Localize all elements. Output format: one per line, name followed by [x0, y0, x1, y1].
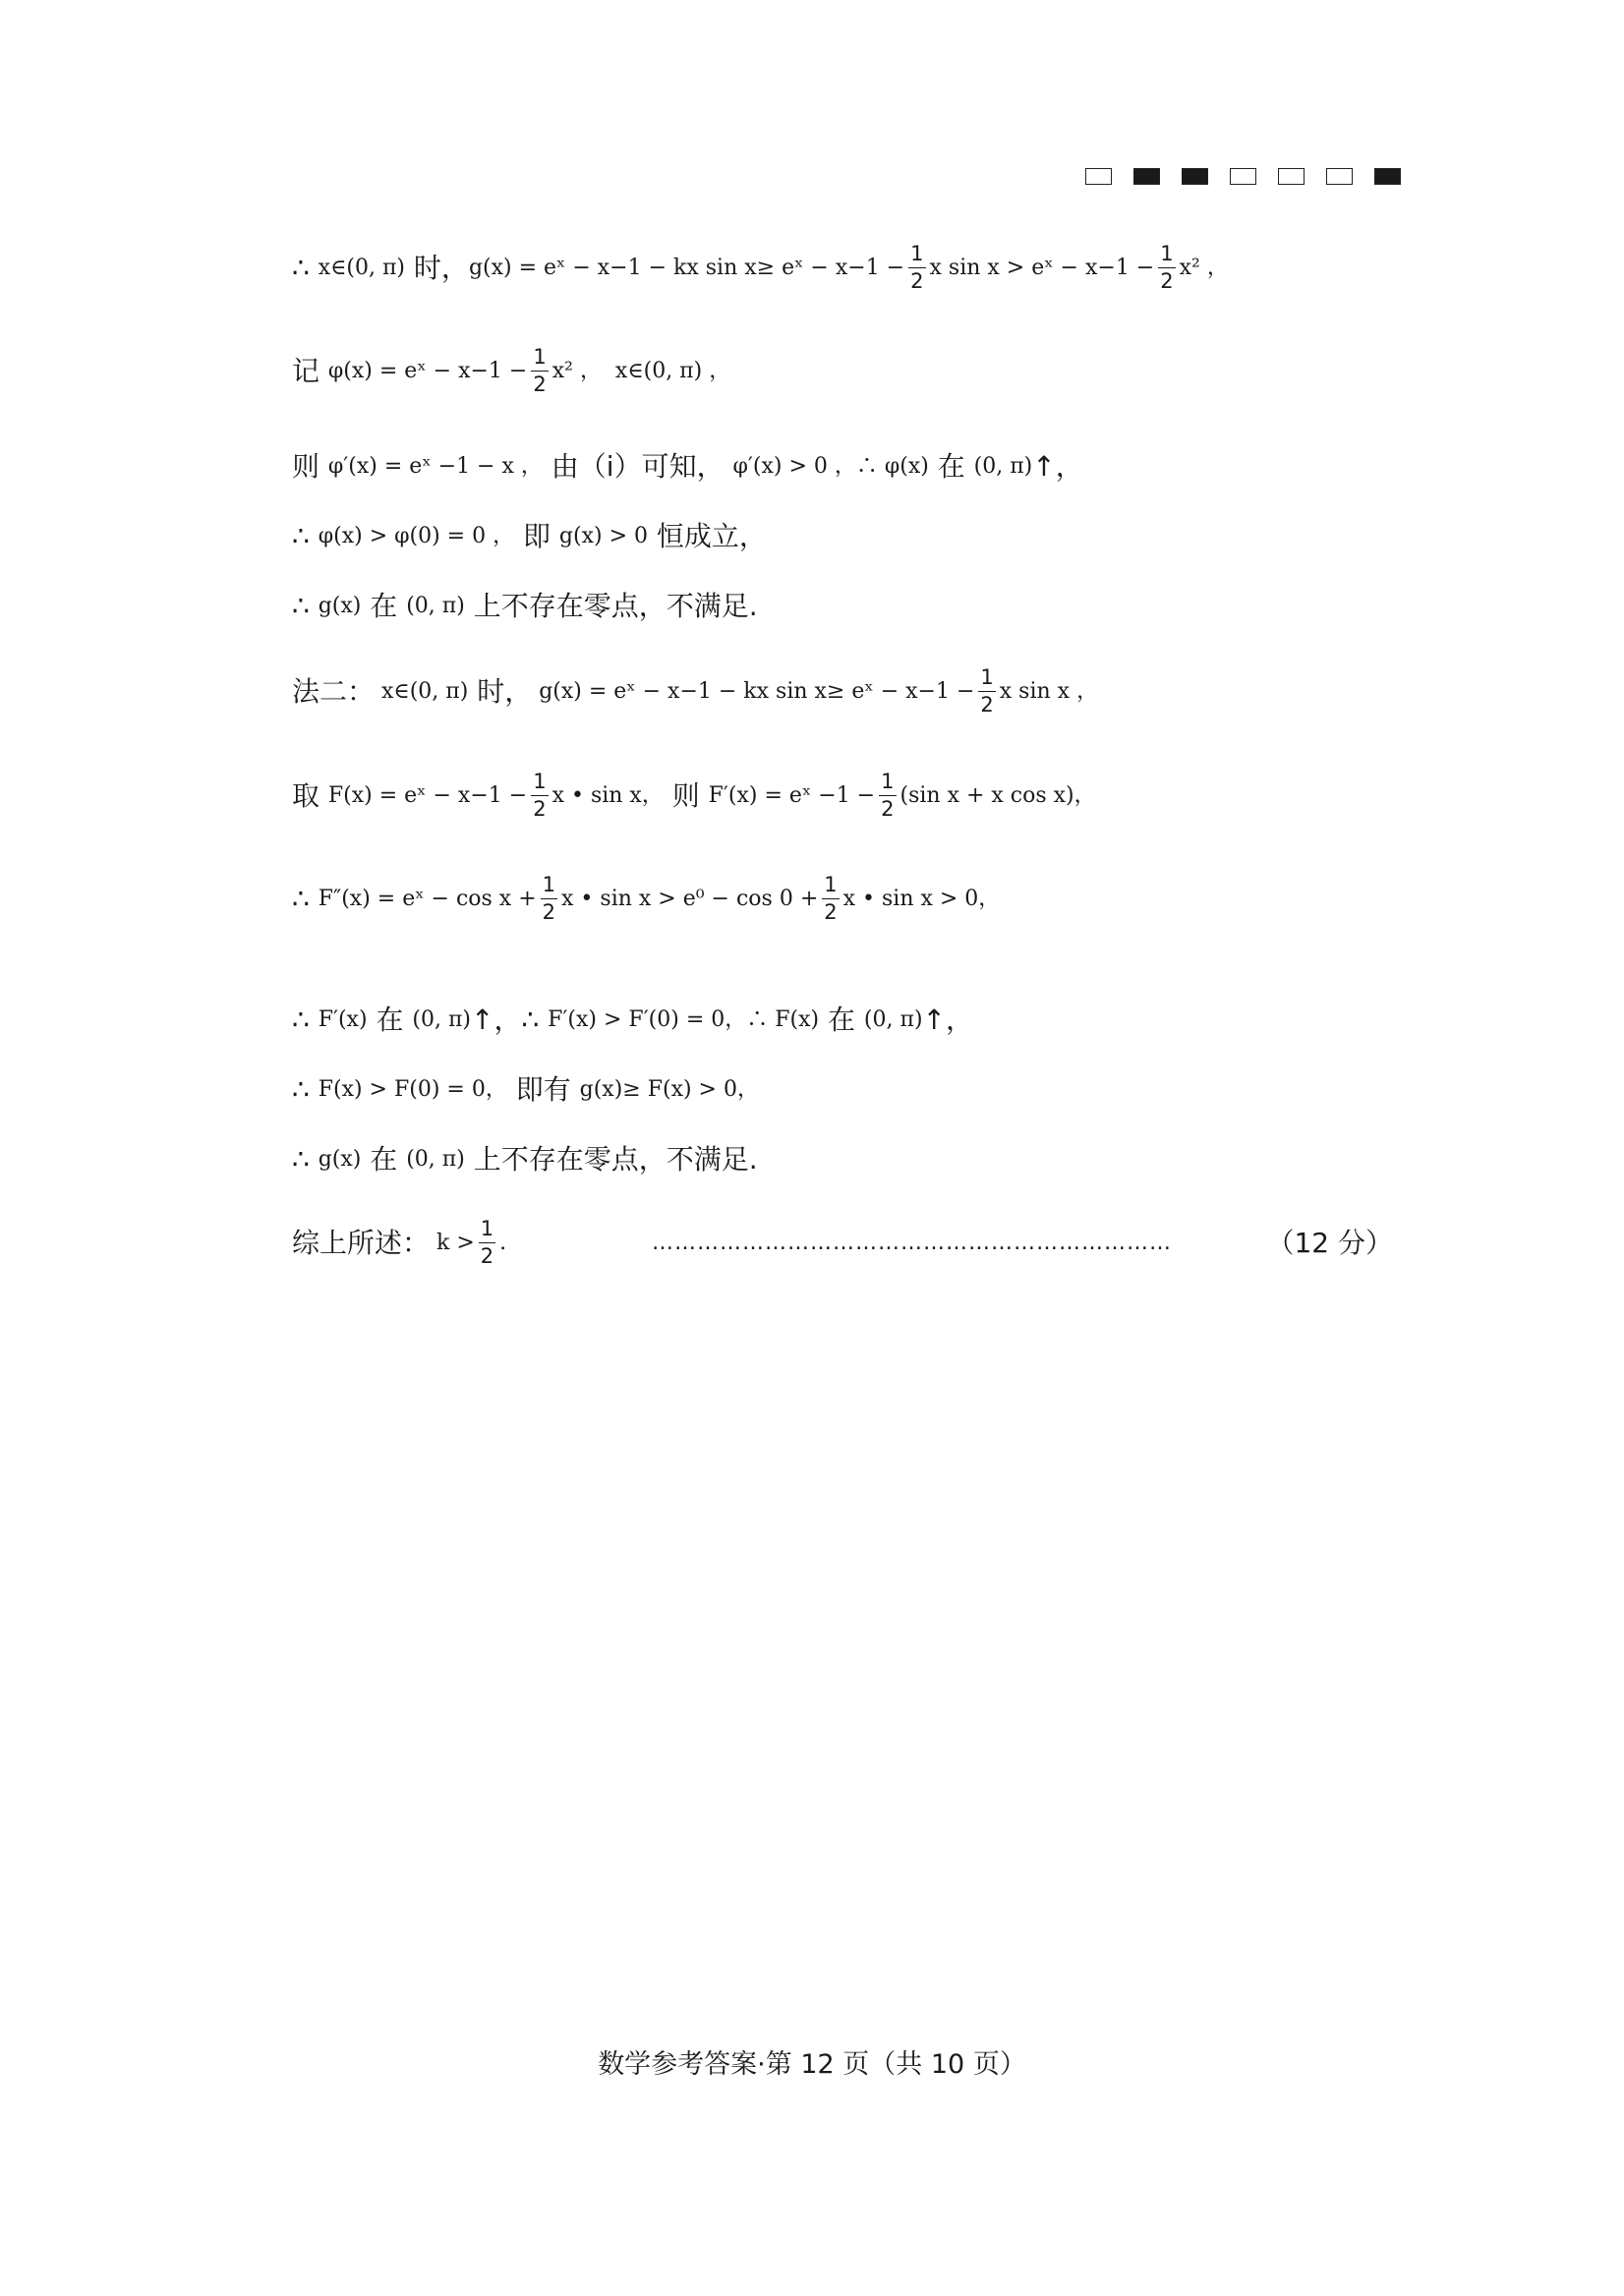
text-segment: 在: [928, 450, 974, 483]
fraction: [879, 772, 896, 820]
math-expression: φ(x) = eˣ − x−1 −: [327, 358, 528, 383]
therefore-symbol: ∴: [292, 1073, 319, 1106]
math-expression: x • sin x，: [551, 782, 664, 808]
therefore-symbol: ∴: [292, 882, 319, 915]
registration-mark-4: [1230, 168, 1256, 185]
score-label: （12 分）: [1266, 1226, 1393, 1259]
fraction: [908, 244, 925, 292]
fraction-numerator: 1: [908, 244, 925, 268]
math-expression: F′(x) = eˣ −1 −: [708, 782, 876, 808]
solution-line-7: [292, 772, 1096, 820]
solution-line-10: [292, 1073, 759, 1106]
registration-mark-6: [1326, 168, 1353, 185]
text-segment: 上不存在零点，不满足.: [464, 590, 758, 622]
math-expression: x sin x ，: [999, 678, 1099, 704]
math-expression: (0, π): [863, 1007, 923, 1032]
therefore-symbol: ∴: [292, 251, 319, 284]
fraction: [1158, 244, 1175, 292]
fraction-denominator: 2: [824, 900, 838, 924]
therefore-symbol: ∴: [292, 590, 319, 622]
solution-line-9: [292, 1006, 973, 1034]
math-expression: x • sin x > e⁰ − cos 0 +: [561, 886, 819, 911]
math-expression: g(x): [318, 594, 362, 618]
text-segment: 即: [514, 520, 559, 552]
math-expression: F′(x): [318, 1007, 368, 1032]
fraction-denominator: 2: [881, 797, 895, 821]
fraction-denominator: 2: [910, 269, 924, 293]
fraction-numerator: 1: [879, 772, 896, 796]
text-segment: 则: [663, 778, 709, 812]
registration-mark-1: [1085, 168, 1112, 185]
leader-dots: ……………………………………………………………: [652, 1230, 1172, 1255]
text-segment: 上不存在零点，不满足.: [464, 1143, 758, 1176]
registration-mark-3: [1182, 168, 1208, 185]
solution-line-3: [292, 450, 1083, 483]
fraction: [479, 1219, 495, 1267]
fraction-numerator: 1: [531, 347, 548, 372]
fraction-denominator: 2: [980, 693, 994, 717]
registration-mark-2: [1133, 168, 1160, 185]
fraction-denominator: 2: [542, 900, 556, 924]
solution-line-6: [292, 667, 1098, 716]
increasing-arrow: ↑，: [922, 1004, 973, 1036]
math-expression: (sin x + x cos x)，: [899, 782, 1096, 808]
text-segment: 记: [292, 354, 328, 387]
fraction: [541, 875, 557, 923]
text-segment: 即有: [506, 1073, 580, 1106]
solution-line-8: [292, 875, 1000, 923]
fraction-numerator: 1: [479, 1219, 495, 1243]
text-segment: 时，: [405, 251, 469, 284]
therefore-symbol: ∴: [292, 1004, 319, 1036]
solution-line-11: [292, 1143, 758, 1176]
method-two-label: 法二：: [292, 674, 376, 708]
page-footer: 数学参考答案·第 12 页（共 10 页）: [598, 2049, 1026, 2080]
solution-line-4: [292, 520, 767, 552]
solution-line-5: [292, 590, 758, 622]
math-expression: x sin x > eˣ − x−1 −: [929, 255, 1155, 280]
math-expression: g(x) = eˣ − x−1 − kx sin x≥ eˣ − x−1 −: [532, 678, 975, 704]
text-segment: 由（i）可知，: [542, 450, 733, 483]
text-segment: 在: [361, 1143, 407, 1176]
math-expression: x∈(0, π): [318, 255, 406, 280]
text-segment: 则: [292, 450, 328, 483]
math-expression: g(x): [318, 1147, 362, 1172]
text-segment: 在: [819, 1004, 864, 1036]
math-expression: x² ， x∈(0, π) ，: [551, 358, 731, 383]
solution-line-12: [292, 1219, 1393, 1267]
math-expression: F′(x) > F′(0) = 0，∴ F(x): [548, 1007, 820, 1032]
math-expression: (0, π): [406, 594, 465, 618]
fraction: [822, 875, 839, 923]
fraction-numerator: 1: [822, 875, 839, 899]
fraction: [531, 772, 548, 820]
text-segment: 时，: [468, 674, 533, 708]
text-segment: 取: [292, 778, 328, 812]
registration-mark-7: [1374, 168, 1401, 185]
math-expression: x • sin x > 0，: [842, 886, 1001, 911]
math-expression: g(x) > 0: [558, 524, 648, 548]
increasing-arrow: ↑，: [1032, 450, 1083, 483]
fraction-numerator: 1: [1158, 244, 1175, 268]
math-expression: (0, π): [412, 1007, 471, 1032]
fraction-denominator: 2: [480, 1244, 494, 1268]
increasing-arrow: ↑，∴: [470, 1004, 549, 1036]
math-expression: F(x) > F(0) = 0，: [318, 1077, 507, 1102]
fraction-denominator: 2: [533, 373, 547, 396]
math-expression: x² ，: [1179, 255, 1229, 280]
math-expression: φ(x) > φ(0) = 0 ，: [318, 524, 515, 548]
math-expression: k >: [430, 1230, 475, 1255]
math-expression: φ′(x) = eˣ −1 − x ，: [327, 454, 543, 479]
registration-mark-5: [1278, 168, 1305, 185]
math-expression: g(x)≥ F(x) > 0，: [579, 1077, 759, 1102]
solution-line-1: [292, 244, 1229, 292]
text-segment: 在: [367, 1004, 413, 1036]
solution-line-2: [292, 347, 730, 395]
fraction: [978, 667, 995, 716]
math-expression: (0, π): [406, 1147, 465, 1172]
math-expression: F″(x) = eˣ − cos x +: [318, 886, 537, 911]
math-expression: g(x) = eˣ − x−1 − kx sin x≥ eˣ − x−1 −: [468, 255, 905, 280]
math-expression: x∈(0, π): [375, 678, 469, 704]
fraction-numerator: 1: [978, 667, 995, 692]
text-segment: 恒成立，: [648, 520, 767, 552]
fraction-numerator: 1: [531, 772, 548, 796]
therefore-symbol: ∴: [292, 520, 319, 552]
fraction: [531, 347, 548, 395]
fraction-numerator: 1: [541, 875, 557, 899]
therefore-symbol: ∴: [292, 1143, 319, 1176]
fraction-denominator: 2: [1160, 269, 1174, 293]
math-expression: φ′(x) > 0 ，∴ φ(x): [732, 454, 929, 479]
math-expression: (0, π): [973, 454, 1033, 479]
math-expression: .: [499, 1230, 507, 1255]
summary-label: 综上所述：: [292, 1226, 431, 1259]
fraction-denominator: 2: [533, 797, 547, 821]
text-segment: 在: [361, 590, 407, 622]
math-expression: F(x) = eˣ − x−1 −: [327, 782, 528, 808]
